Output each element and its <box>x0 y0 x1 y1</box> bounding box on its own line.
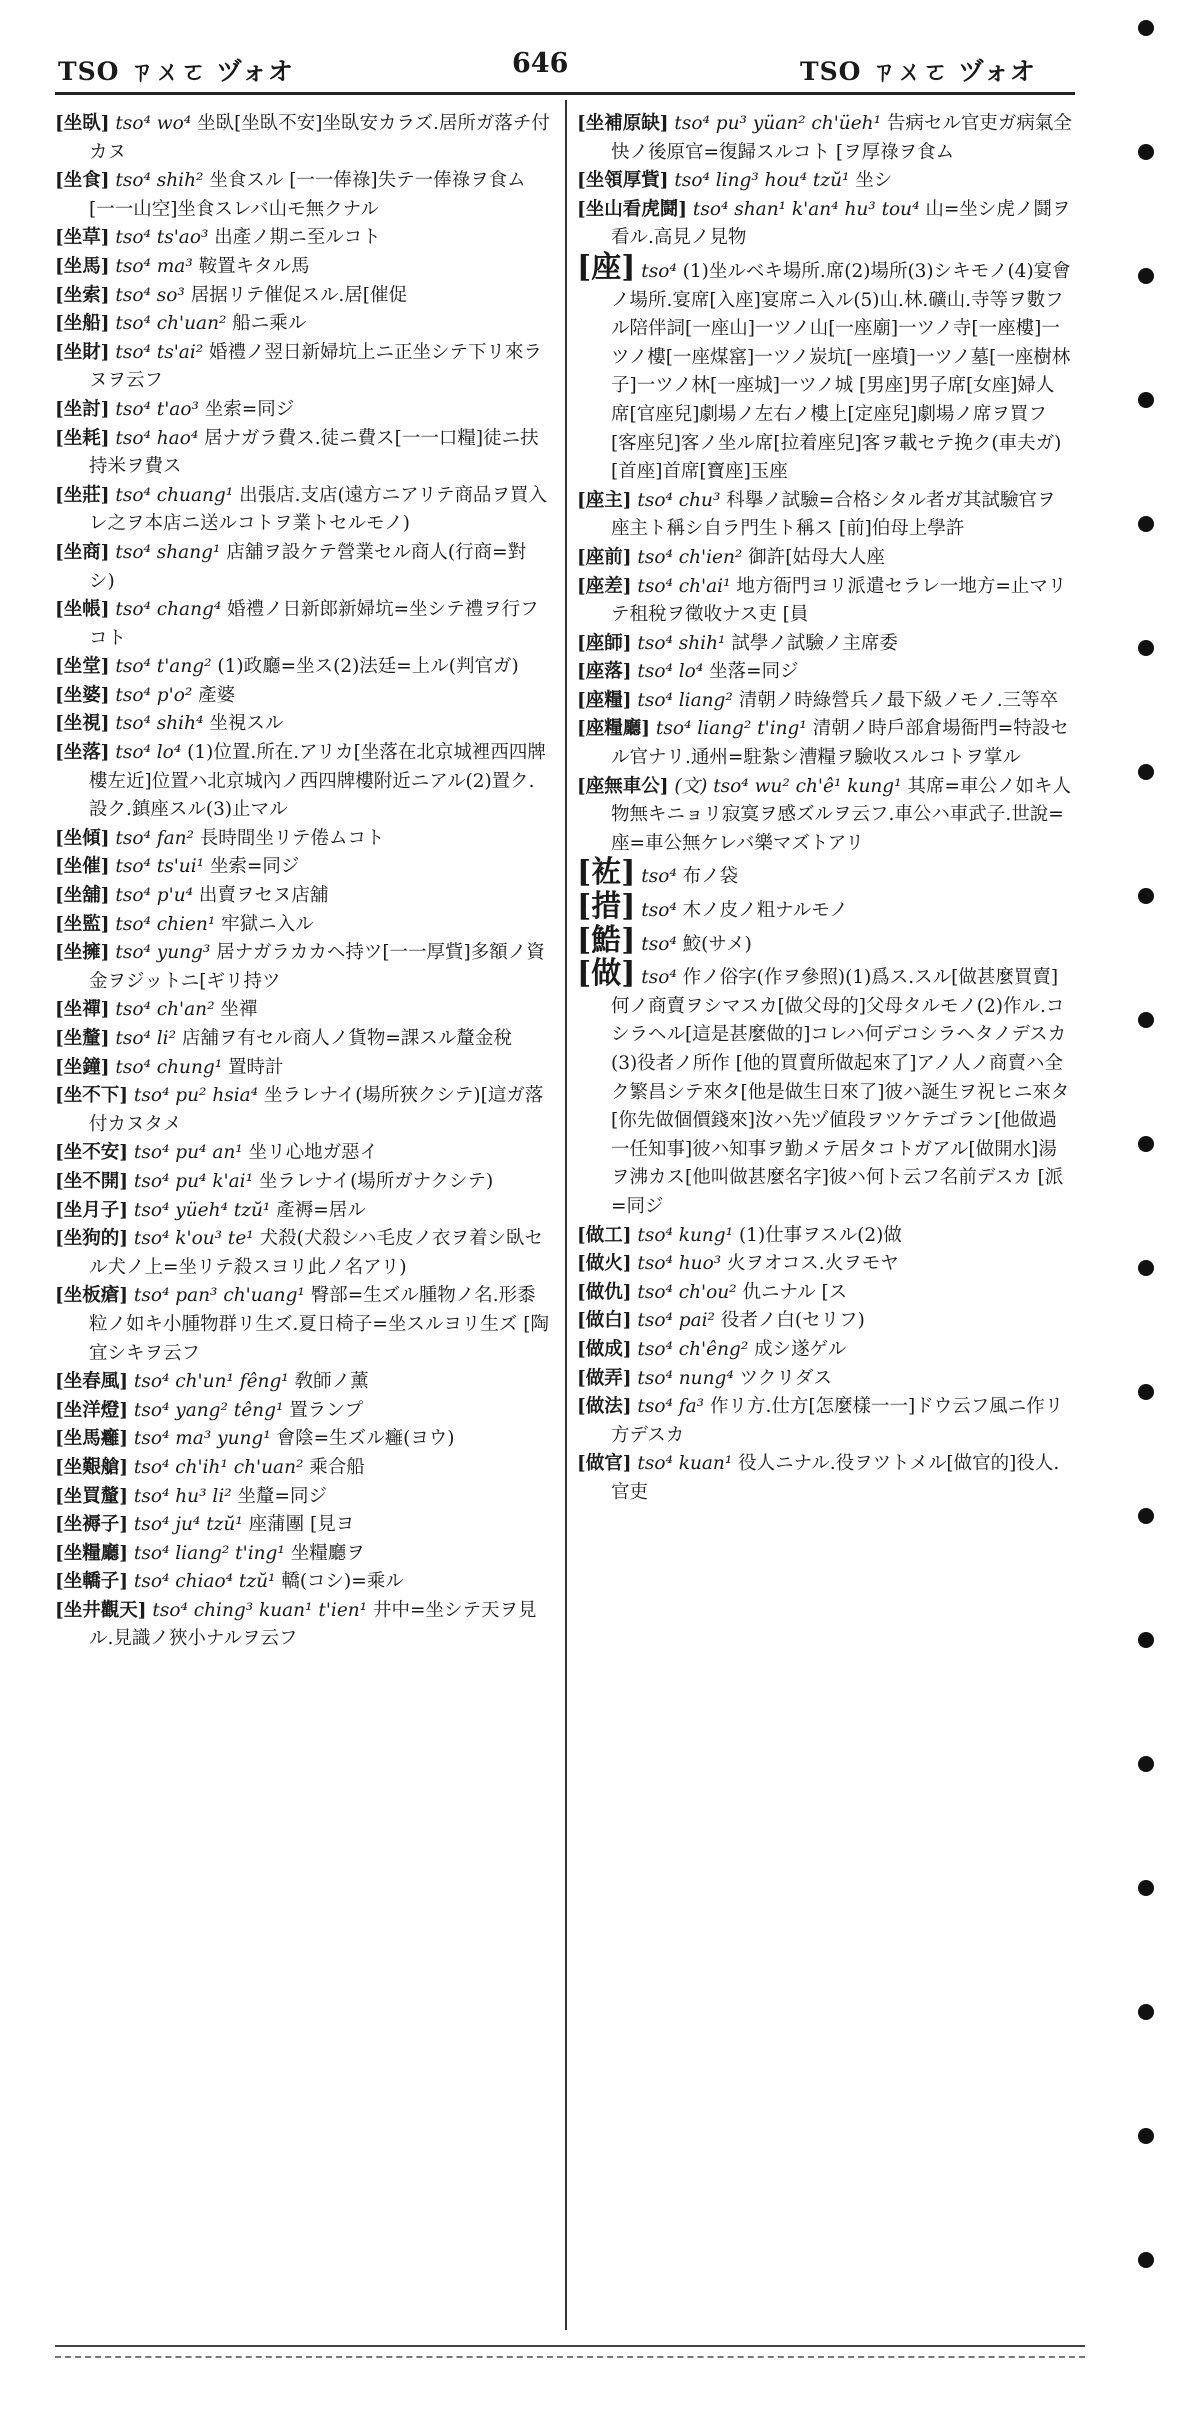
entry-headword: [坐臥] <box>55 113 110 134</box>
binding-hole-mark <box>1138 1260 1154 1276</box>
dictionary-entry <box>577 544 1072 573</box>
entry-reading: tso⁴ so³ <box>115 284 185 306</box>
binding-hole-mark <box>1138 516 1154 532</box>
dictionary-entry <box>577 630 1072 659</box>
entry-definition: 布ノ袋 <box>682 866 739 888</box>
dictionary-entry <box>55 339 550 396</box>
entry-headword: [坐春風] <box>55 1371 129 1393</box>
entry-definition: 役人ニナル.役ヲツトメル[做官的]役人.官吏 <box>611 1453 1060 1503</box>
entry-reading: tso⁴ kuan¹ <box>637 1453 733 1475</box>
entry-definition: 坐釐=同ジ <box>237 1485 328 1507</box>
binding-hole-mark <box>1138 1756 1154 1772</box>
entry-headword: [坐草] <box>55 227 110 249</box>
entry-headword: [坐舖] <box>55 885 110 907</box>
entry-reading: tso⁴ ch'an² <box>115 999 215 1021</box>
entry-reading: tso⁴ liang² t'ing¹ <box>655 718 807 740</box>
entry-headword: [做成] <box>577 1338 632 1360</box>
binding-hole-mark <box>1138 268 1154 284</box>
entry-headword: [做] <box>577 956 636 992</box>
entry-definition: 山=坐シ虎ノ鬪ヲ看ル.高見ノ見物 <box>611 198 1071 249</box>
entry-headword: [坐擁] <box>55 942 110 964</box>
entry-definition: 出張店.支店(遠方ニアリテ商品ヲ買入レ之ヲ本店ニ送ルコトヲ業トセルモノ) <box>89 484 548 535</box>
entry-definition: 火ヲオコス.火ヲモヤ <box>727 1253 899 1275</box>
entry-headword: [座糧廳] <box>577 718 651 740</box>
entry-definition: 店舖ヲ有セル商人ノ貨物=課スル釐金稅 <box>181 1028 512 1049</box>
dictionary-entry <box>55 1282 550 1368</box>
entry-reading: tso⁴ p'u⁴ <box>115 885 194 907</box>
binding-hole-mark <box>1138 1012 1154 1028</box>
entry-reading: tso⁴ <box>641 260 677 282</box>
entry-definition: 坐シ <box>855 170 893 192</box>
entry-headword: [坐帳] <box>55 599 110 621</box>
entry-reading: (文) tso⁴ wu² ch'ê¹ kung¹ <box>674 775 902 797</box>
entry-headword: [坐禪] <box>55 999 110 1021</box>
entry-reading: tso⁴ chien¹ <box>115 913 216 935</box>
entry-headword: [坐耗] <box>55 427 110 449</box>
entry-definition: 出產ノ期ニ至ルコト <box>214 227 381 249</box>
binding-hole-mark <box>1138 2004 1154 2020</box>
entry-definition: 居ナガラカカヘ持ツ[一一厚貲]多額ノ資金ヲジットニ[ギリ持ツ <box>89 942 545 992</box>
entry-definition: 店舖ヲ設ケテ營業セル商人(行商=對シ) <box>89 541 527 592</box>
entry-reading: tso⁴ ch'un¹ fêng¹ <box>133 1371 289 1393</box>
entry-reading: tso⁴ chuang¹ <box>115 484 234 506</box>
dictionary-entry <box>55 1568 550 1597</box>
entry-headword: [坐褥子] <box>55 1514 129 1536</box>
entry-headword: [坐月子] <box>55 1199 129 1221</box>
entry-headword: [坐糧廳] <box>55 1542 129 1564</box>
dictionary-entry <box>577 658 1072 687</box>
entry-headword: [坐傾] <box>55 827 110 849</box>
entry-reading: tso⁴ <box>641 866 677 888</box>
dictionary-entry <box>55 939 550 996</box>
entry-headword: [坐不下] <box>55 1085 129 1107</box>
entry-headword: [做法] <box>577 1396 632 1418</box>
entry-definition: 木ノ皮ノ粗ナルモノ <box>682 900 849 922</box>
entry-definition: 坐落=同ジ <box>709 661 799 683</box>
entry-headword: [坐催] <box>55 856 110 878</box>
dictionary-entry <box>577 1222 1072 1251</box>
dictionary-entry <box>55 996 550 1025</box>
dictionary-entry <box>55 1082 550 1139</box>
dictionary-columns <box>55 100 1075 2330</box>
entry-reading: tso⁴ ju⁴ tzŭ¹ <box>133 1514 243 1536</box>
dictionary-entry <box>55 1168 550 1197</box>
binding-hole-mark <box>1138 2252 1154 2268</box>
entry-definition: (1)政廳=坐ス(2)法廷=上ル(判官ガ) <box>217 656 519 678</box>
dictionary-entry <box>55 911 550 940</box>
entry-headword: [座師] <box>577 632 632 654</box>
entry-definition: 鮫(サメ) <box>682 933 752 955</box>
entry-headword: [做火] <box>577 1253 632 1275</box>
entry-definition: 坐ラレナイ(場所ガナクシテ) <box>258 1170 494 1192</box>
dictionary-entry <box>55 224 550 253</box>
entry-definition: 坐リ心地ガ惡イ <box>248 1142 379 1164</box>
entry-reading: tso⁴ liang² <box>637 689 733 711</box>
entry-headword: [坐洋燈] <box>55 1399 129 1421</box>
entry-definition: 作リ方.仕方[怎麼樣一一]ドウ云フ風ニ作リ方デスカ <box>611 1396 1064 1446</box>
binding-hole-mark <box>1138 1136 1154 1152</box>
entry-reading: tso⁴ pu⁴ k'ai¹ <box>133 1170 253 1192</box>
entry-definition: 座蒲團 [見ヨ <box>248 1514 355 1536</box>
binding-hole-mark <box>1138 888 1154 904</box>
entry-headword: [座前] <box>577 546 632 568</box>
entry-headword: [坐落] <box>55 742 110 764</box>
entry-definition: 告病セル官吏ガ病氣全快ノ後原官=復歸スルコト [ヲ厚祿ヲ食ム <box>611 113 1072 163</box>
entry-definition: 船ニ乘ル <box>232 313 307 335</box>
dictionary-entry <box>577 1393 1072 1450</box>
entry-definition: 產褥=居ル <box>276 1199 366 1221</box>
entry-reading: tso⁴ chu³ <box>637 489 721 511</box>
entry-reading: tso⁴ pai² <box>637 1310 715 1332</box>
entry-definition: 坐索=同ジ <box>204 398 295 420</box>
dictionary-entry <box>577 922 1072 960</box>
entry-definition: 坐糧廳ヲ <box>290 1542 365 1564</box>
dictionary-entry <box>55 1483 550 1512</box>
bottom-rule <box>55 2345 1085 2347</box>
entry-headword: [坐不開] <box>55 1170 129 1192</box>
entry-definition: 鞍置キタル馬 <box>198 255 310 277</box>
entry-reading: tso⁴ liang² t'ing¹ <box>133 1542 285 1564</box>
entry-headword: [坐索] <box>55 284 110 306</box>
entry-definition: 坐禪 <box>220 999 258 1021</box>
dictionary-entry <box>55 825 550 854</box>
dictionary-entry <box>55 1454 550 1483</box>
entry-definition: 仇ニナル [ス <box>742 1281 848 1303</box>
entry-headword: [座主] <box>577 489 632 511</box>
dictionary-entry <box>577 687 1072 716</box>
entry-headword: [做白] <box>577 1310 632 1332</box>
binding-hole-mark <box>1138 1508 1154 1524</box>
entry-reading: tso⁴ ma³ <box>115 255 193 277</box>
entry-headword: [坐板瘡] <box>55 1285 129 1307</box>
entry-headword: [坐船] <box>55 313 110 335</box>
dictionary-entry <box>55 1139 550 1168</box>
entry-definition: 居据リテ催促スル.居[催促 <box>190 284 407 306</box>
dictionary-entry <box>55 1511 550 1540</box>
binding-hole-strip <box>1138 0 1168 2409</box>
entry-reading: tso⁴ t'ang² <box>115 656 212 678</box>
entry-definition: ツクリダス <box>739 1367 832 1389</box>
entry-reading: tso⁴ k'ou³ te¹ <box>133 1228 254 1250</box>
header-rule <box>55 92 1075 95</box>
dictionary-entry <box>55 167 550 224</box>
entry-headword: [坐買釐] <box>55 1485 129 1507</box>
entry-headword: [坐堂] <box>55 656 110 678</box>
entry-definition: 臀部=生ズル腫物ノ名.形黍粒ノ如キ小腫物群リ生ズ.夏日椅子=坐スルヨリ生ズ [陶宜シキヲ云フ <box>89 1285 549 1364</box>
entry-headword: [坐山看虎鬪] <box>577 198 688 220</box>
entry-definition: 坐食スル [一一俸祿]失テ一俸祿ヲ食ム[一一山空]坐食スレバ山モ無クナル <box>89 170 526 220</box>
entry-reading: tso⁴ ch'ih¹ ch'uan² <box>133 1456 304 1478</box>
entry-headword: [座差] <box>577 575 632 597</box>
entry-reading: tso⁴ ma³ yung¹ <box>133 1428 271 1450</box>
entry-definition: (1)坐ルベキ場所.席(2)場所(3)シキモノ(4)宴會ノ場所.宴席[入座]宴席ニ入ル(5)山.林.礦山.寺等ヲ數フル陪伴詞[一座山]一ツノ山[一座廟]一ツノ寺[一座樓]一ツノ樓[一座煤窰]一ツノ炭坑[一座墳]一ツノ墓[一座樹林子]一ツノ林[一座城]一ツノ城 [男座]男子席[女座]婦人席[官座兒]劇場ノ左右ノ樓上[定座兒]劇場ノ席ヲ買フ[客座兒]客ノ坐ル席[拉着座兒]客ヲ載セテ挽ク(車夫ガ)[首座]首席[寶座]玉座 <box>611 260 1071 483</box>
entry-definition: 御許[姑母大人座 <box>748 546 885 568</box>
dictionary-entry <box>55 1025 550 1054</box>
dictionary-entry <box>55 1397 550 1426</box>
dictionary-entry <box>577 1365 1072 1394</box>
entry-reading: tso⁴ kung¹ <box>637 1224 734 1246</box>
entry-reading: tso⁴ shih¹ <box>637 632 726 654</box>
dictionary-entry <box>55 482 550 539</box>
column-divider <box>565 100 567 2330</box>
dictionary-entry <box>577 889 1072 926</box>
bottom-dashed-rule <box>55 2356 1085 2358</box>
entry-definition: 地方衙門ヨリ派遣セラレ一地方=止マリテ租稅ヲ徵收ナス吏 [員 <box>611 575 1067 626</box>
entry-definition: 坐臥[坐臥不安]坐臥安カラズ.居所ガ落チ付カヌ <box>89 113 550 163</box>
entry-definition: 婚禮ノ翌日新婦坑上ニ正坐シテ下リ來ラヌヲ云フ <box>89 341 543 392</box>
entry-reading: tso⁴ ts'ui¹ <box>115 856 205 878</box>
dictionary-entry <box>55 310 550 339</box>
dictionary-entry <box>55 739 550 825</box>
entry-definition: 犬殺(犬殺シハ毛皮ノ衣ヲ着シ臥セル犬ノ上=坐リテ殺スヨリ此ノ名アリ) <box>89 1228 544 1278</box>
entry-definition: 坐索=同ジ <box>209 856 300 878</box>
dictionary-entry <box>577 1450 1072 1507</box>
dictionary-entry <box>55 539 550 596</box>
dictionary-entry <box>55 1368 550 1397</box>
entry-headword: [鯌] <box>577 922 636 958</box>
entry-reading: tso⁴ p'o² <box>115 684 193 706</box>
binding-hole-mark <box>1138 144 1154 160</box>
left-column <box>55 110 550 2330</box>
entry-definition: 井中=坐シテ天ヲ見ル.見識ノ狹小ナルヲ云フ <box>89 1599 537 1650</box>
entry-reading: tso⁴ ling³ hou⁴ tzŭ¹ <box>674 170 850 192</box>
entry-reading: tso⁴ wo⁴ <box>115 113 192 134</box>
dictionary-entry <box>55 596 550 653</box>
dictionary-entry <box>577 1336 1072 1365</box>
entry-definition: 成シ遂ゲル <box>754 1338 847 1360</box>
right-column <box>577 110 1072 2330</box>
entry-reading: tso⁴ shan¹ k'an⁴ hu³ tou⁴ <box>692 198 920 220</box>
entry-definition: 置時計 <box>228 1056 284 1078</box>
entry-definition: (1)位置.所在.アリカ[坐落在北京城裡西四牌樓左近]位置ハ北京城內ノ西四牌樓附近ニアル(2)置ク.設ク.鎮座スル(3)止マル <box>89 742 546 821</box>
dictionary-entry <box>577 1307 1072 1336</box>
entry-headword: [做工] <box>577 1224 632 1246</box>
entry-reading: tso⁴ pan³ ch'uang¹ <box>133 1285 305 1307</box>
entry-headword: [坐馬癰] <box>55 1428 129 1450</box>
binding-hole-mark <box>1138 640 1154 656</box>
dictionary-entry <box>55 1225 550 1282</box>
dictionary-entry <box>577 249 1072 487</box>
entry-definition: 居ナガラ費ス.徒ニ費ス[一一口糧]徒ニ扶持米ヲ費ス <box>89 427 539 478</box>
entry-headword: [坐轎子] <box>55 1571 129 1593</box>
binding-hole-mark <box>1138 392 1154 408</box>
entry-headword: [坐艱艙] <box>55 1456 129 1478</box>
dictionary-entry <box>577 1279 1072 1308</box>
dictionary-entry <box>55 1540 550 1569</box>
entry-headword: [做官] <box>577 1453 632 1475</box>
dictionary-entry <box>577 773 1072 859</box>
dictionary-entry <box>55 253 550 282</box>
entry-reading: tso⁴ huo³ <box>637 1253 722 1275</box>
entry-reading: tso⁴ shih² <box>115 170 204 192</box>
dictionary-entry <box>577 573 1072 630</box>
entry-headword: [坐監] <box>55 913 110 935</box>
dictionary-entry <box>55 1425 550 1454</box>
entry-headword: [坐井觀天] <box>55 1599 147 1621</box>
entry-definition: 轎(コシ)=乘ル <box>281 1571 404 1593</box>
entry-headword: [坐食] <box>55 170 110 192</box>
dictionary-entry <box>55 653 550 682</box>
entry-reading: tso⁴ ch'ien² <box>637 546 743 568</box>
binding-hole-mark <box>1138 20 1154 36</box>
entry-headword: [袏] <box>577 855 636 891</box>
entry-headword: [座糧] <box>577 689 632 711</box>
entry-reading: tso⁴ nung⁴ <box>637 1367 734 1389</box>
entry-definition: 坐ラレナイ(場所狹クシテ)[這ガ落付カヌタメ <box>89 1085 544 1135</box>
entry-reading: tso⁴ ts'ai² <box>115 341 204 363</box>
entry-headword: [坐補原缺] <box>577 113 669 134</box>
dictionary-entry <box>577 196 1072 253</box>
dictionary-entry <box>577 855 1072 892</box>
dictionary-entry <box>577 956 1072 1221</box>
entry-definition: 會陰=生ズル癰(ヨウ) <box>276 1428 455 1450</box>
entry-definition: 清朝ノ時綠營兵ノ最下級ノモノ.三等卒 <box>738 689 1059 711</box>
entry-headword: [坐莊] <box>55 484 110 506</box>
entry-reading: tso⁴ yüeh⁴ tzŭ¹ <box>133 1199 271 1221</box>
entry-headword: [坐視] <box>55 713 110 735</box>
entry-reading: tso⁴ ch'uan² <box>115 313 227 335</box>
dictionary-entry <box>55 1597 550 1654</box>
dictionary-entry <box>55 1054 550 1083</box>
dictionary-entry <box>55 1197 550 1226</box>
entry-definition: 清朝ノ時戶部倉場衙門=特設セル官ナリ.通州=駐紮シ漕糧ヲ驗收スルコトヲ掌ル <box>611 718 1069 769</box>
entry-reading: tso⁴ yung³ <box>115 942 211 964</box>
entry-definition: 役者ノ白(セリフ) <box>720 1310 865 1332</box>
entry-reading: tso⁴ ch'ou² <box>637 1281 737 1303</box>
entry-headword: [座無車公] <box>577 775 669 797</box>
entry-headword: [坐馬] <box>55 255 110 277</box>
dictionary-entry <box>55 282 550 311</box>
entry-headword: [坐釐] <box>55 1028 110 1049</box>
entry-headword: [措] <box>577 889 636 925</box>
dictionary-entry <box>577 110 1072 167</box>
entry-reading: tso⁴ lo⁴ <box>115 742 182 764</box>
entry-definition: 敎師ノ薰 <box>294 1371 369 1393</box>
entry-definition: 作ノ俗字(作ヲ參照)(1)爲ス.スル[做甚麼買賣]何ノ商賣ヲシマスカ[做父母的]父母タルモノ(2)作ル.コシラヘル[這是甚麼做的]コレハ何デコシラヘタノデスカ(3)役者ノ所作 [他的買賣所做起來了]アノ人ノ商賣ハ全ク繁昌シテ來タ[他是做生日來了]彼ハ誕生ヲ祝ヒニ來タ[你先做個價錢來]汝ハ先ヅ値段ヲツケテゴラン[他做過一任知事]彼ハ知事ヲ勤メテ居タコトガアル[做開水]湯ヲ沸カス[他叫做甚麼名字]彼ハ何ト云フ名前デスカ [派=同ジ <box>611 967 1070 1217</box>
entry-reading: tso⁴ ch'êng² <box>637 1338 749 1360</box>
dictionary-entry <box>577 167 1072 196</box>
entry-headword: [坐領厚貲] <box>577 170 669 192</box>
binding-hole-mark <box>1138 764 1154 780</box>
dictionary-entry <box>55 396 550 425</box>
entry-reading: tso⁴ shih⁴ <box>115 713 204 735</box>
dictionary-entry <box>577 1250 1072 1279</box>
entry-headword: [做弄] <box>577 1367 632 1389</box>
entry-headword: [做仇] <box>577 1281 632 1303</box>
dictionary-entry <box>55 110 550 167</box>
entry-reading: tso⁴ pu⁴ an¹ <box>133 1142 243 1164</box>
entry-reading: tso⁴ pu³ yüan² ch'üeh¹ <box>674 113 881 134</box>
entry-reading: tso⁴ <box>641 900 677 922</box>
dictionary-entry <box>577 715 1072 772</box>
entry-definition: 科擧ノ試驗=合格シタル者ガ其試驗官ヲ座主ト稱シ自ラ門生ト稱ス [前]伯母上學許 <box>611 489 1056 540</box>
entry-definition: 坐視スル <box>209 713 284 735</box>
page-header <box>0 0 1181 86</box>
entry-definition: 出賣ヲセヌ店舖 <box>198 885 329 907</box>
dictionary-entry <box>55 853 550 882</box>
entry-headword: [坐討] <box>55 398 110 420</box>
entry-definition: 長時間坐リテ倦ムコト <box>199 827 385 849</box>
entry-definition: 試學ノ試驗ノ主席委 <box>731 632 898 654</box>
entry-headword: [座落] <box>577 661 632 683</box>
entry-reading: tso⁴ chiao⁴ tzŭ¹ <box>133 1571 276 1593</box>
page-number: 646 <box>512 48 569 79</box>
entry-definition: 婚禮ノ日新郎新婦坑=坐シテ禮ヲ行フコト <box>89 599 539 649</box>
entry-reading: tso⁴ ching³ kuan¹ t'ien¹ <box>152 1599 368 1621</box>
entry-headword: [坐財] <box>55 341 110 363</box>
dictionary-entry <box>577 487 1072 544</box>
entry-reading: tso⁴ lo⁴ <box>637 661 704 683</box>
entry-reading: tso⁴ fa³ <box>637 1396 705 1418</box>
entry-reading: tso⁴ chang⁴ <box>115 599 222 621</box>
entry-reading: tso⁴ ts'ao³ <box>115 227 209 249</box>
dictionary-entry <box>55 710 550 739</box>
entry-headword: [坐婆] <box>55 684 110 706</box>
entry-definition: 其席=車公ノ如キ人物無キニョリ寂寞ヲ感ズルヲ云フ.車公ハ車武子.世說=座=車公無ケレバ樂マズトアリ <box>611 775 1071 854</box>
entry-reading: tso⁴ chung¹ <box>115 1056 223 1078</box>
entry-headword: [坐鐘] <box>55 1056 110 1078</box>
header-right-guide: TSO ㄗㄨㄛ ヅォオ <box>800 57 1036 86</box>
dictionary-entry <box>55 682 550 711</box>
entry-reading: tso⁴ shang¹ <box>115 541 221 563</box>
entry-reading: tso⁴ <box>641 933 677 955</box>
entry-reading: tso⁴ hu³ li² <box>133 1485 232 1507</box>
header-left-guide: TSO ㄗㄨㄛ ヅォオ <box>58 57 294 86</box>
entry-definition: 乘合船 <box>309 1456 365 1478</box>
binding-hole-mark <box>1138 2128 1154 2144</box>
entry-reading: tso⁴ yang² têng¹ <box>133 1399 284 1421</box>
entry-definition: 置ランプ <box>289 1399 364 1421</box>
entry-headword: [坐商] <box>55 541 110 563</box>
entry-reading: tso⁴ <box>641 967 677 989</box>
entry-headword: [坐不安] <box>55 1142 129 1164</box>
binding-hole-mark <box>1138 1880 1154 1896</box>
dictionary-entry <box>55 882 550 911</box>
binding-hole-mark <box>1138 1384 1154 1400</box>
binding-hole-mark <box>1138 1632 1154 1648</box>
entry-reading: tso⁴ ch'ai¹ <box>637 575 731 597</box>
entry-definition: 牢獄ニ入ル <box>221 913 314 935</box>
entry-reading: tso⁴ t'ao³ <box>115 398 199 420</box>
dictionary-entry <box>55 425 550 482</box>
entry-reading: tso⁴ li² <box>115 1028 177 1049</box>
entry-reading: tso⁴ pu² hsia⁴ <box>133 1085 259 1107</box>
entry-definition: 產婆 <box>198 684 236 706</box>
entry-reading: tso⁴ hao⁴ <box>115 427 199 449</box>
entry-headword: [座] <box>577 249 636 285</box>
entry-reading: tso⁴ fan² <box>115 827 194 849</box>
entry-definition: (1)仕事ヲスル(2)做 <box>738 1224 902 1246</box>
entry-headword: [坐狗的] <box>55 1228 129 1250</box>
